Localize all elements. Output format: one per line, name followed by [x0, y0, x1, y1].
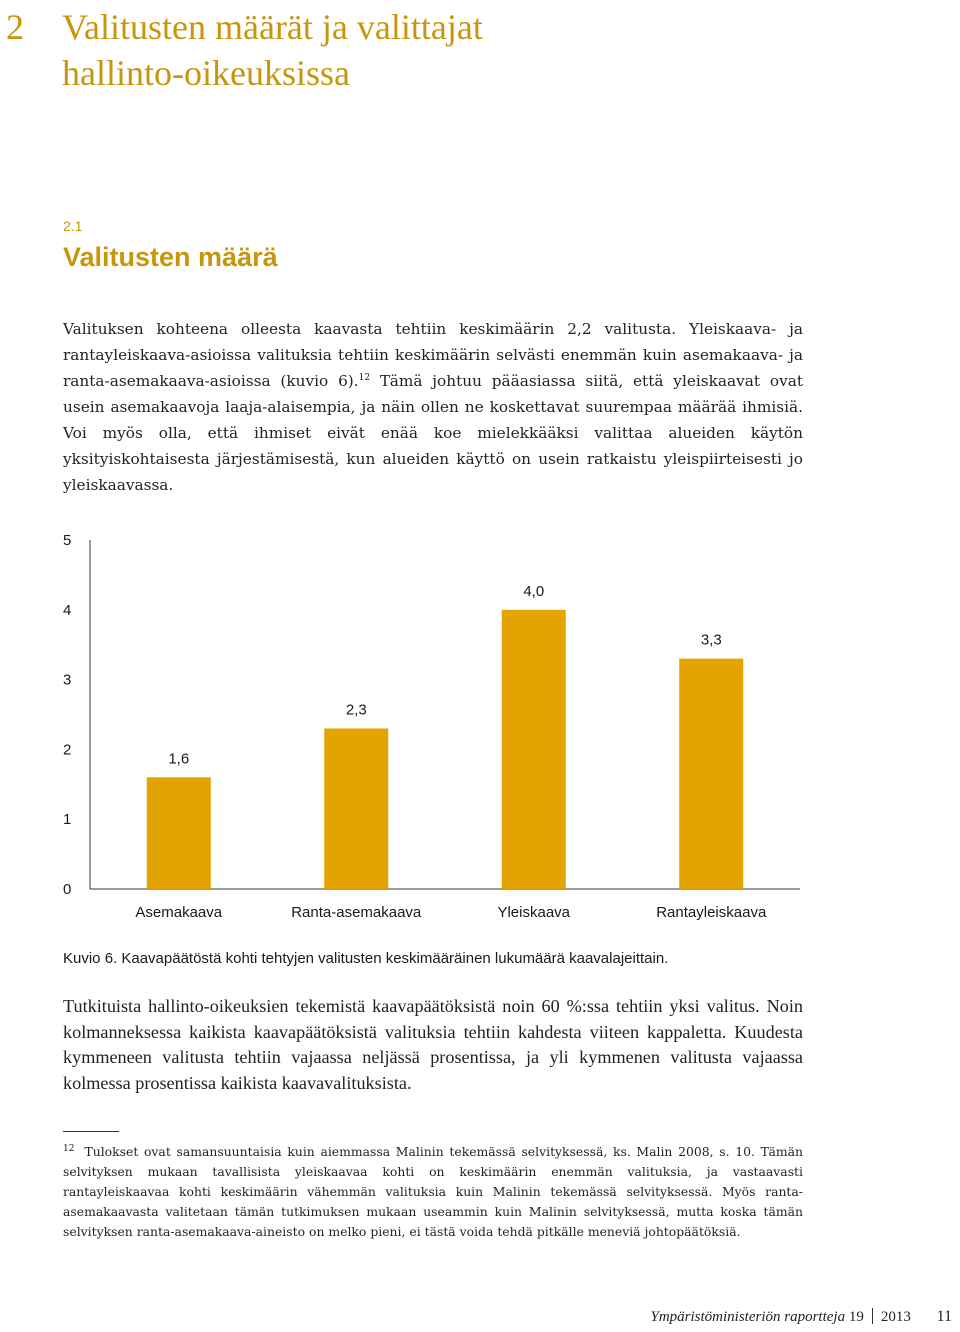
y-tick-label: 3 — [63, 671, 72, 689]
page-footer — [650, 1308, 952, 1326]
section-title: Valitusten määrä — [63, 242, 278, 272]
footnote-divider — [63, 1131, 119, 1132]
footnote-text: Tulokset ovat samansuuntaisia kuin aiemmassa Malinin tekemässä selvityksessä, ks. Malin 2008, s. 10. Tämän selvityksen mukaan tavallisista yleiskaavaa kohti on keskimäärin enemmän valituksia, ja vastaavasti rantayleiskaavaa kohti keskimäärin vähemmän valituksia kuin Malinin tekemässä selvityksessä. Myös ranta-asemakaavasta valitetaan tämän tutkimuksen mukaan useammin kuin Malinin selvityksessä, mutta koska tämän selvityksen ranta-asemakaava-aineisto on melko pieni, ei tästä voida tehdä pitkälle meneviä johtopäätöksiä. — [63, 1144, 803, 1239]
x-tick-label: Ranta-asemakaava — [291, 904, 422, 921]
bar — [147, 777, 211, 889]
footnote-number: 12 — [63, 1144, 75, 1154]
y-tick-label: 5 — [63, 532, 72, 549]
y-tick-label: 0 — [63, 881, 72, 898]
chapter-number: 2 — [6, 7, 24, 47]
paragraph-intro — [63, 316, 803, 498]
publication-issue: 19 — [848, 1309, 864, 1325]
x-tick-label: Yleiskaava — [497, 904, 571, 921]
section-number: 2.1 — [63, 218, 83, 234]
chapter-title-line1: Valitusten määrät ja valittajat — [62, 7, 483, 47]
bar — [324, 728, 388, 889]
figure-caption: Kuvio 6. Kaavapäätöstä kohti tehtyjen valitusten keskimääräinen lukumäärä kaavalajeittain. — [63, 950, 669, 967]
footer-separator — [872, 1308, 873, 1324]
chapter-heading — [6, 4, 483, 96]
footnote-reference[interactable]: 12 — [358, 373, 371, 383]
bar-value-label: 3,3 — [700, 631, 722, 649]
chapter-title-line2: hallinto-oikeuksissa — [62, 53, 350, 93]
paragraph-statistics: Tutkituista hallinto-oikeuksien tekemistä kaavapäätöksistä noin 60 %:ssa tehtiin yksi valitus. Noin kolmanneksessa kaikista kaavapäätöksistä valituksia tehtiin kahdesta viiteen kappaletta. Kuudesta kymmeneen valitusta tehtiin vajaassa neljässä prosentissa, ja yli kymmenen valitusta vajaassa kolmessa prosentissa kaikista kaavavalituksista. — [63, 996, 803, 1093]
bar-value-label: 2,3 — [345, 701, 367, 719]
y-tick-label: 2 — [63, 741, 72, 759]
y-tick-label: 1 — [63, 811, 72, 829]
y-tick-label: 4 — [63, 601, 72, 619]
bar — [679, 659, 743, 889]
footnote — [63, 1139, 803, 1242]
page-number: 11 — [936, 1308, 952, 1325]
publication-year: 2013 — [880, 1309, 911, 1325]
bar-value-label: 4,0 — [523, 582, 545, 600]
bar-value-label: 1,6 — [168, 750, 190, 768]
x-tick-label: Asemakaava — [135, 904, 223, 921]
publication-name: Ympäristöministeriön raportteja — [650, 1309, 846, 1325]
paragraph-intro-text: Valituksen kohteena olleesta kaavasta tehtiin keskimäärin 2,2 valitusta. Yleiskaava- ja rantayleiskaava-asioissa valituksia tehtiin keskimäärin selvästi enemmän kuin asemakaava- ja ranta-asemakaava-asioissa (kuvio 6). — [63, 320, 803, 390]
x-tick-label: Rantayleiskaava — [656, 904, 767, 921]
paragraph-intro-text-cont: Tämä johtuu pääasiassa siitä, että yleiskaavat ovat usein asemakaavoja laaja-alaisempia, ja näin ollen ne koskettavat suurempaa määrää ihmisiä. Voi myös olla, että ihmiset eivät enää koe mielekkääksi valittaa alueiden käytön yksityiskohtaisesta järjestämisestä, kun alueiden käyttö on usein ratkaistu yleispiirteisesti jo yleiskaavassa. — [63, 372, 803, 494]
bar-chart — [0, 520, 960, 930]
bar — [502, 610, 566, 889]
